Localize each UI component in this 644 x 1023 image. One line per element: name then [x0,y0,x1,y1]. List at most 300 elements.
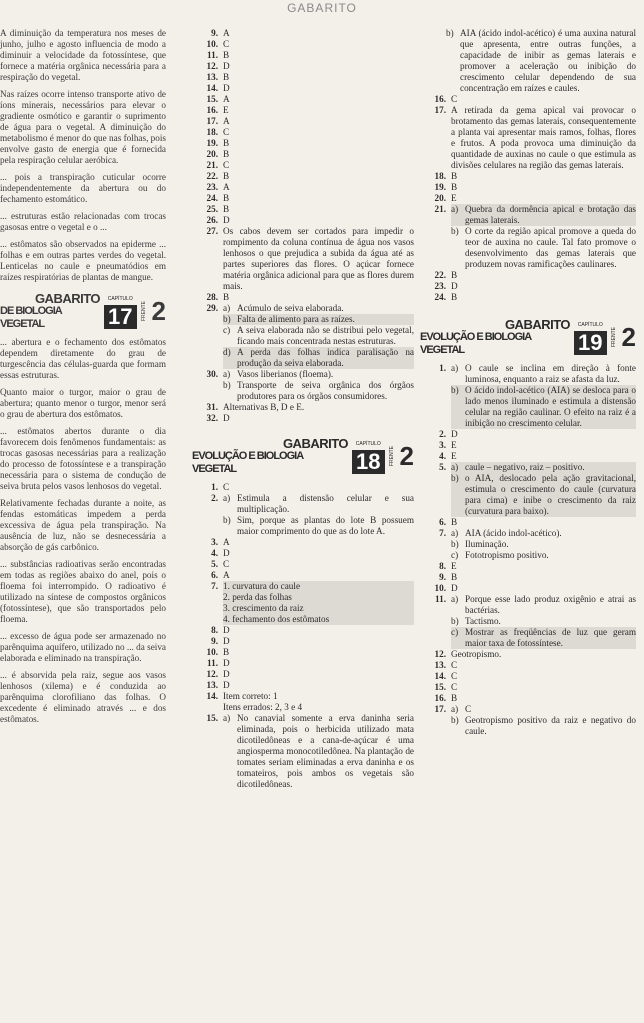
answer-number: 12. [206,61,218,71]
answer-number: 19. [206,138,218,148]
gabarito-19-heading [420,317,636,357]
sub-text: AIA (ácido indol-acético) é uma auxina natural que apresenta, entre outras funções, a capacidade de inibir as gemas laterais e promover a aceleração ou inibição do crescimento celular dependendo de sua concentração em raízes e caules. [460,28,636,93]
answer-text: D [223,215,230,225]
column-middle [192,28,414,790]
sub-text: Quebra da dormência apical e brotação das gemas laterais. [465,204,636,225]
answer-row [420,462,636,517]
answer-number: 9. [211,28,218,38]
sub-letter: a) [223,493,231,503]
answer-text: D [451,429,458,439]
answer-list [420,561,636,594]
answer-number: 2. [439,429,446,439]
gabarito-subtitle: EVOLUÇÃO E BIOLOGIA VEGETAL [420,330,531,356]
answer-number: 17. [434,704,446,714]
answer-text: C [223,160,230,170]
sub-letter: b) [451,715,459,725]
paragraph: ... abertura e o fechamento dos estômatos dependem diretamente do grau de turgescência das células-guarda que formam essas estruturas. [0,337,166,380]
gabarito-17-heading [0,291,166,331]
answer-number: 14. [206,691,218,701]
answer-text: E [223,105,229,115]
answer-sub [451,539,636,550]
answer-text: B [451,171,458,181]
answer-number: 15. [206,713,218,723]
answer-row [192,171,414,182]
answer-text: E [451,440,457,450]
sub-text: Fototropismo positivo. [465,550,549,560]
answer-row [420,171,636,182]
answer-body [451,204,636,270]
sub-letter: b) [446,28,454,38]
paragraph: ... estômatos abertos durante o dia favorecem dois fenômenos fundamentais: as trocas gasosas necessárias para a realização do processo de fotossíntese e a transpiração necessária para o sistema de condução de seiva bruta pelos vasos lenhosos do vegetal. [0,426,166,491]
answer-row [192,193,414,204]
answer-text: C [223,482,230,492]
answer-row [420,671,636,682]
answer-row [192,72,414,83]
answer-number: 18. [434,171,446,181]
answer-sub [223,347,414,369]
answer-sub [451,627,636,649]
answer-sub [223,380,414,402]
answer-number: 27. [206,226,218,236]
answer-sub [451,462,636,473]
answer-text: A [223,116,230,126]
sub-text: Iluminação. [465,539,509,549]
chapter-caption: CAPÍTULO [577,321,603,328]
sub-text: O ácido indol-acético (AIA) se desloca para o lado menos iluminado e estimula a distensão celular na região caulinar. O efeito na raiz é a inibição no crescimento celular. [465,385,636,428]
sub-text: Mostrar as freqüências de luz que geram maior taxa de fotossíntese. [465,627,636,648]
paragraph: ... estruturas estão relacionadas com trocas gasosas entre o vegetal e o ... [0,211,166,232]
answer-number: 23. [206,182,218,192]
answer-text: A [223,94,230,104]
answer-text: C [451,682,458,692]
sub-letter: a) [451,528,459,538]
answer-sub [451,528,636,539]
column-right [420,28,636,737]
answer-number: 4. [439,451,446,461]
answer-list [192,625,414,691]
answer-number: 7. [439,528,446,538]
answer-row [420,561,636,572]
answer-number: 30. [206,369,218,379]
answer-number: 23. [434,281,446,291]
answer-text: E [451,561,457,571]
sub-text: Sim, porque as plantas do lote B possuem maior comprimento do que as do lote A. [237,515,414,536]
answer-row [192,182,414,193]
answer-sub [223,369,414,380]
answer-text: A [223,537,230,547]
answer-row [192,215,414,226]
answer-row [192,482,414,493]
answer-row [192,83,414,94]
answer-row [420,105,636,171]
answer-number: 5. [439,462,446,472]
answer-list [420,517,636,528]
answer-number: 19. [434,182,446,192]
answer-text: B [223,647,230,657]
answer-number: 16. [434,94,446,104]
sub-text: Estimula a distensão celular e sua multiplicação. [237,493,414,514]
sub-letter: b) [223,515,231,525]
answer-2 [192,493,414,537]
answer-text: D [223,83,230,93]
answer-text: B [223,72,230,82]
answer-number: 26. [206,215,218,225]
answer-sub [451,204,636,226]
answer-number: 2. [211,493,218,503]
answer-number: 21. [206,160,218,170]
answer-number: 10. [434,583,446,593]
answer-text: D [223,669,230,679]
sub-letter: a) [451,462,459,472]
answer-number: 25. [206,204,218,214]
answer-number: 10. [206,39,218,49]
answer-row [192,625,414,636]
answer-11 [420,594,636,649]
sub-letter: b) [451,226,459,236]
answer-row [192,402,414,413]
answer-number: 14. [206,83,218,93]
answer-number: 31. [206,402,218,412]
answer-text: D [223,658,230,668]
answer-text: Itens errados: 2, 3 e 4 [223,702,303,712]
frente-number: 2 [399,441,414,471]
sub-letter: a) [223,369,231,379]
chapter-caption: CAPÍTULO [107,295,133,302]
answer-text: Geotropismo. [451,649,502,659]
answer-row [420,363,636,429]
answer-row [420,204,636,270]
answer-text: C [223,39,230,49]
answer-row [420,660,636,671]
frente-number: 2 [621,322,636,352]
answer-text: A [223,570,230,580]
answer-row [192,669,414,680]
answer-number: 7. [211,581,218,591]
answer-number: 18. [206,127,218,137]
answer-row [420,583,636,594]
answer-number: 29. [206,303,218,313]
answer-15 [192,713,414,790]
answer-body [451,528,636,561]
answer-sub [451,704,636,715]
answer-text: D [223,625,230,635]
answer-row [192,658,414,669]
answer-number: 11. [435,594,446,604]
list-item: 1. curvatura do caule [223,581,301,591]
answer-number: 9. [211,636,218,646]
sub-text: Porque esse lado produz oxigênio e atrai as bactérias. [465,594,636,615]
answer-number: 17. [206,116,218,126]
answer-row [192,636,414,647]
answer-list [420,429,636,462]
answer-7 [192,581,414,625]
chapter-number: 19 [574,331,606,355]
answer-number: 3. [439,440,446,450]
answer-row [192,116,414,127]
sub-letter: b) [451,473,459,483]
answer-number: 9. [439,572,446,582]
answer-row [192,160,414,171]
answer-number: 21. [434,204,446,214]
answer-row [192,548,414,559]
paragraph: Nas raízes ocorre intenso transporte ativo de íons minerais, necessários para elevar o gradiente osmótico e garantir o suprimento de água para o vegetal. A diminuição do metabolismo é menor do que nas folhas, pois envolve gasto de energia que é fornecida pela respiração celular aeróbica. [0,89,166,165]
answer-sub [223,303,414,314]
sub-text: No canavial somente a erva daninha seria eliminada, pois o herbicida utilizado mata dicotiledôneas e a cana-de-açúcar é uma angiosperma monocotiledônea. Na plantação de tomates seriam eliminadas a erva daninha e os tomateiros, pois ambos os vegetais são dicotiledôneas. [237,713,414,789]
answer-body [223,303,414,369]
answer-row [420,517,636,528]
answer-text: B [451,693,458,703]
sub-text: Tactismo. [465,616,501,626]
answer-row [420,281,636,292]
answer-body [223,493,414,537]
answer-number: 16. [206,105,218,115]
answer-body [223,713,414,790]
answer-number: 15. [206,94,218,104]
answer-list [420,649,636,704]
answer-row [192,50,414,61]
answer-text: B [223,171,230,181]
column-left [0,28,166,731]
answer-number: 6. [439,517,446,527]
answer-body [451,704,636,737]
gabarito-title: GABARITO [34,290,101,306]
answer-row [192,105,414,116]
answer-list [192,402,414,424]
answer-number: 15. [434,682,446,692]
frente-caption: FRENTE [610,327,617,347]
paragraph: ... é absorvida pela raiz, segue aos vasos lenhosos (xilema) e é conduzida ao parênquima clorofiliano das folhas. O excedente é eliminado através ... e dos estômatos. [0,670,166,724]
answer-text: B [223,50,230,60]
answer-row [192,369,414,402]
answer-row [192,713,414,790]
answer-list [192,28,414,303]
sub-letter: c) [223,325,231,335]
gabarito-title: GABARITO [504,316,571,332]
answer-text: Os cabos devem ser cortados para impedir o rompimento da coluna contínua de água nos vasos lenhosos o que prejudica a subida da água até as partes superiores das flores. O açúcar fornece matéria orgânica adicional para que as flores durem mais. [223,226,414,291]
answer-1 [420,363,636,429]
answer-body [451,462,636,517]
answer-sub [451,385,636,429]
answer-text: B [451,182,458,192]
answer-sub [451,594,636,616]
answer-row [192,559,414,570]
sub-text: A perda das folhas indica paralisação na produção da seiva elaborada. [237,347,414,368]
answer-row [192,413,414,424]
answer-number: 14. [434,671,446,681]
answer-text: C [223,127,230,137]
gabarito-subtitle: DE BIOLOGIA VEGETAL [0,304,62,330]
answer-text: B [451,572,458,582]
answer-number: 13. [434,660,446,670]
answer-number: 8. [211,625,218,635]
answer-number: 5. [211,559,218,569]
answer-row [192,647,414,658]
sub-letter: c) [451,550,459,560]
answer-row [420,693,636,704]
sub-letter: a) [451,363,459,373]
answer-row [192,61,414,72]
answer-row [420,440,636,451]
answer-text: B [223,204,230,214]
paragraph: ... pois a transpiração cuticular ocorre independentemente da abertura ou do fechamento estomático. [0,172,166,204]
answer-text: E [451,451,457,461]
answer-row [420,429,636,440]
answer-row [192,226,414,292]
answer-number: 11. [207,658,218,668]
gabarito-subtitle: EVOLUÇÃO E BIOLOGIA VEGETAL [192,449,303,475]
answer-number: 17. [434,105,446,115]
sub-text: o AIA, deslocado pela ação gravitacional, estimula o crescimento do caule (curvatura para cima) e inibe o crescimento da raiz (curvatura para baixo). [465,473,636,516]
answer-row [420,270,636,281]
answer-body [451,363,636,429]
answer-number: 8. [439,561,446,571]
answer-number: 4. [211,548,218,558]
answer-row [420,182,636,193]
sub-letter: a) [223,303,231,313]
answer-text: B [451,270,458,280]
answer-text: B [451,292,458,302]
answer-row [192,570,414,581]
answer-text: A [223,28,230,38]
answer-text: A retirada da gema apical vai provocar o brotamento das gemas laterais, consequentemente a planta vai apresentar mais ramos, folhas, flores e frutos. A poda provoca uma diminuição da quantidade de auxinas no caule o que estimula as divisões celulares na região das gemas laterais. [451,105,636,170]
answer-row [192,303,414,369]
answer-text: C [451,671,458,681]
answer-text: B [451,517,458,527]
answer-text: C [451,660,458,670]
answer-number: 1. [211,482,218,492]
answer-sub [223,713,414,790]
answer-sub [223,314,414,325]
answer-text: A [223,182,230,192]
sub-text: O caule se inclina em direção à fonte luminosa, enquanto a raiz se afasta da luz. [465,363,636,384]
answer-row [420,704,636,737]
answer-text: B [223,149,230,159]
answer-row [192,680,414,691]
answer-number: 22. [434,270,446,280]
answer-number: 20. [206,149,218,159]
answer-number: 24. [434,292,446,302]
answer-sub [451,363,636,385]
answer-row [192,292,414,303]
answer-7 [420,528,636,561]
answer-number: 11. [207,50,218,60]
answer-row [192,138,414,149]
answer-row [420,94,636,105]
sub-text: A seiva elaborada não se distribui pelo vegetal, ficando mais concentrada nestas estruturas. [237,325,414,346]
answer-row [420,528,636,561]
answer-5 [420,462,636,517]
answer-sub [223,515,414,537]
sub-text: Geotropismo positivo da raiz e negativo do caule. [465,715,636,736]
answer-text: D [223,413,230,423]
answer-text: D [223,61,230,71]
answer-text: D [451,281,458,291]
sub-letter: a) [451,204,459,214]
answer-body [223,369,414,402]
answer-number: 13. [206,680,218,690]
answer-17 [420,704,636,737]
answer-row [192,149,414,160]
answer-list [192,482,414,493]
paragraph: ... excesso de água pode ser armazenado no parênquima aquífero, utilizado no ... da seiva elaborada e eliminado na transpiração. [0,631,166,663]
answer-row [420,292,636,303]
answer-list [420,94,636,204]
sub-text: AIA (ácido indol-acético). [465,528,562,538]
answer-number: 28. [206,292,218,302]
answer-text: D [223,680,230,690]
answer-text: Alternativas B, D e E. [223,402,305,412]
sub-text: caule – negativo, raiz – positivo. [465,462,585,472]
sub-text: Transporte de seiva orgânica dos órgãos produtores para os órgãos consumidores. [237,380,414,401]
sub-text: Falta de alimento para as raízes. [237,314,355,324]
answer-number: 3. [211,537,218,547]
sub-letter: b) [223,380,231,390]
sub-letter: b) [451,539,459,549]
answer-number: 12. [434,649,446,659]
answer-text: C [223,559,230,569]
answer-29 [192,303,414,369]
sub-letter: b) [451,616,459,626]
answer-row [192,94,414,105]
sub-text: C [465,704,472,714]
answer-list [192,537,414,581]
answer-sub [223,325,414,347]
list-item: 4. fechamento dos estômatos [223,614,330,624]
answer-text: E [451,193,457,203]
answer-number: 13. [206,72,218,82]
answer-row [192,537,414,548]
answer-text: B [223,292,230,302]
answer-number: 22. [206,171,218,181]
answer-sub [451,226,636,270]
answer-number: 1. [439,363,446,373]
paragraph: ... substâncias radioativas serão encontradas em todas as regiões abaixo do anel, pois o floema foi interrompido. O radioativo é utilizado na síntese de compostos orgânicos (fotossíntese), que são transportados pelo floema. [0,559,166,624]
paragraph: ... estômatos são observados na epiderme ... folhas e em outras partes verdes do vegetal. Lenticelas no caule e pneumatódios em raízes respiratórias de plantas de mangue. [0,239,166,282]
answer-text: D [223,548,230,558]
frente-number: 2 [151,296,166,326]
paragraph: Quanto maior o turgor, maior o grau de abertura; quanto menor o turgor, menor será o grau de abertura dos estômatos. [0,387,166,419]
answer-sub [451,473,636,517]
answer-sub [223,493,414,515]
sub-letter: b) [223,314,231,324]
answer-row [192,39,414,50]
answer-text: D [223,636,230,646]
answer-sub [451,550,636,561]
frente-caption: FRENTE [140,301,147,321]
list-item: 2. perda das folhas [223,592,292,602]
sub-text: Vasos liberianos (floema). [237,369,334,379]
paragraph: Relativamente fechadas durante a noite, as fendas estomáticas impedem a perda excessiva de água pela transpiração. Na ausência de luz, não se desnecessária a absorção de gás carbônico. [0,498,166,552]
sub-letter: b) [451,385,459,395]
sub-letter: a) [451,704,459,714]
answer-sub [420,28,636,94]
answer-row [420,572,636,583]
answer-text: C [451,94,458,104]
answer-21 [420,204,636,270]
answer-number: 24. [206,193,218,203]
answer-number: 32. [206,413,218,423]
answer-text: Item correto: 1 [223,691,278,701]
sub-letter: c) [451,627,459,637]
sub-text: Acúmulo de seiva elaborada. [237,303,344,313]
answer-row [420,594,636,649]
answer-number: 6. [211,570,218,580]
chapter-number: 17 [104,305,136,329]
answer-text: B [223,193,230,203]
sub-letter: a) [223,713,231,723]
sub-text: O corte da região apical promove a queda do teor de auxina no caule. Tal fato promove o desenvolvimento das gemas laterais que produzem novas ramificações caulinares. [465,226,636,269]
answer-list [420,270,636,303]
